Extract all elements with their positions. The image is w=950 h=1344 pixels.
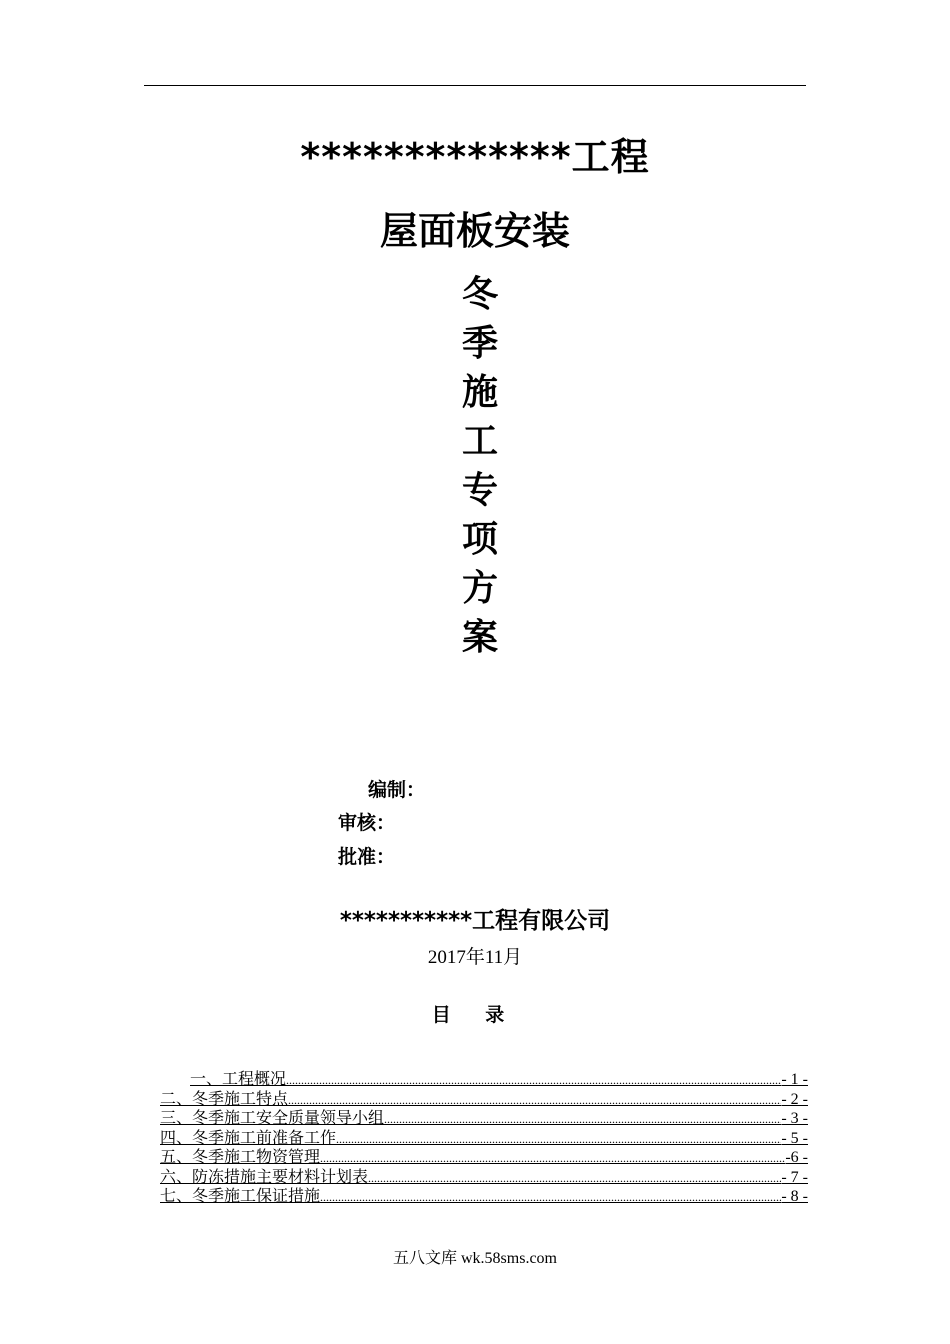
toc-leader-dots — [320, 1149, 785, 1169]
toc-entry-label[interactable]: 七、冬季施工保证措施 — [160, 1188, 321, 1205]
vertical-title-char: 专 — [461, 470, 498, 511]
toc-entry[interactable] — [160, 1168, 808, 1188]
toc-entry-page[interactable]: - 8 - — [781, 1188, 808, 1205]
toc-entry-label[interactable]: 一、工程概况 — [190, 1071, 287, 1088]
toc-leader-dots — [286, 1071, 781, 1091]
vertical-title-char: 方 — [461, 568, 498, 609]
toc-entry-label[interactable]: 六、防冻措施主要材料计划表 — [160, 1168, 369, 1186]
toc-leader-dots — [288, 1091, 781, 1111]
toc-leader-dots — [320, 1188, 781, 1208]
vertical-title-char: 项 — [461, 519, 498, 560]
toc-entry-label[interactable]: 四、冬季施工前准备工作 — [160, 1129, 337, 1147]
document-date: 2017年11月 — [427, 947, 523, 968]
toc-entry-page[interactable]: - 5 - — [781, 1129, 808, 1147]
vertical-title-char: 冬 — [461, 274, 498, 315]
table-of-contents — [160, 1070, 808, 1207]
toc-entry-page[interactable]: - 7 - — [781, 1168, 808, 1186]
vertical-title-char: 案 — [461, 617, 498, 658]
toc-heading: 目 录 — [431, 1004, 519, 1026]
toc-entry[interactable] — [160, 1070, 808, 1090]
toc-leader-dots — [368, 1169, 781, 1189]
company-name: ***********工程有限公司 — [339, 908, 611, 934]
toc-entry-label[interactable]: 五、冬季施工物资管理 — [160, 1149, 321, 1166]
toc-leader-dots — [384, 1110, 781, 1130]
toc-entry-page[interactable]: -6 - — [785, 1149, 808, 1166]
reviewed-by-label: 审核： — [338, 812, 396, 834]
toc-entry[interactable] — [160, 1187, 808, 1207]
vertical-title-char: 施 — [461, 372, 498, 413]
toc-entry-label[interactable]: 三、冬季施工安全质量领导小组 — [160, 1110, 385, 1127]
vertical-title-char: 工 — [461, 421, 498, 462]
toc-entry-page[interactable]: - 3 - — [781, 1110, 808, 1127]
toc-entry[interactable] — [160, 1090, 808, 1110]
document-subtitle: 屋面板安装 — [379, 209, 570, 253]
compiled-by-label: 编制： — [368, 779, 426, 801]
vertical-title — [455, 270, 505, 662]
toc-entry-page[interactable]: - 2 - — [781, 1090, 808, 1108]
approved-by-label: 批准： — [338, 846, 396, 868]
toc-leader-dots — [336, 1130, 781, 1150]
toc-entry-label[interactable]: 二、冬季施工特点 — [160, 1090, 289, 1108]
footer-watermark: 五八文库 wk.58sms.com — [392, 1250, 557, 1267]
vertical-title-char: 季 — [461, 323, 498, 364]
header-rule — [144, 85, 806, 86]
project-title: *************工程 — [300, 135, 650, 179]
toc-entry-page[interactable]: - 1 - — [781, 1071, 808, 1088]
toc-entry[interactable] — [160, 1109, 808, 1129]
toc-entry[interactable] — [160, 1148, 808, 1168]
toc-entry[interactable] — [160, 1129, 808, 1149]
